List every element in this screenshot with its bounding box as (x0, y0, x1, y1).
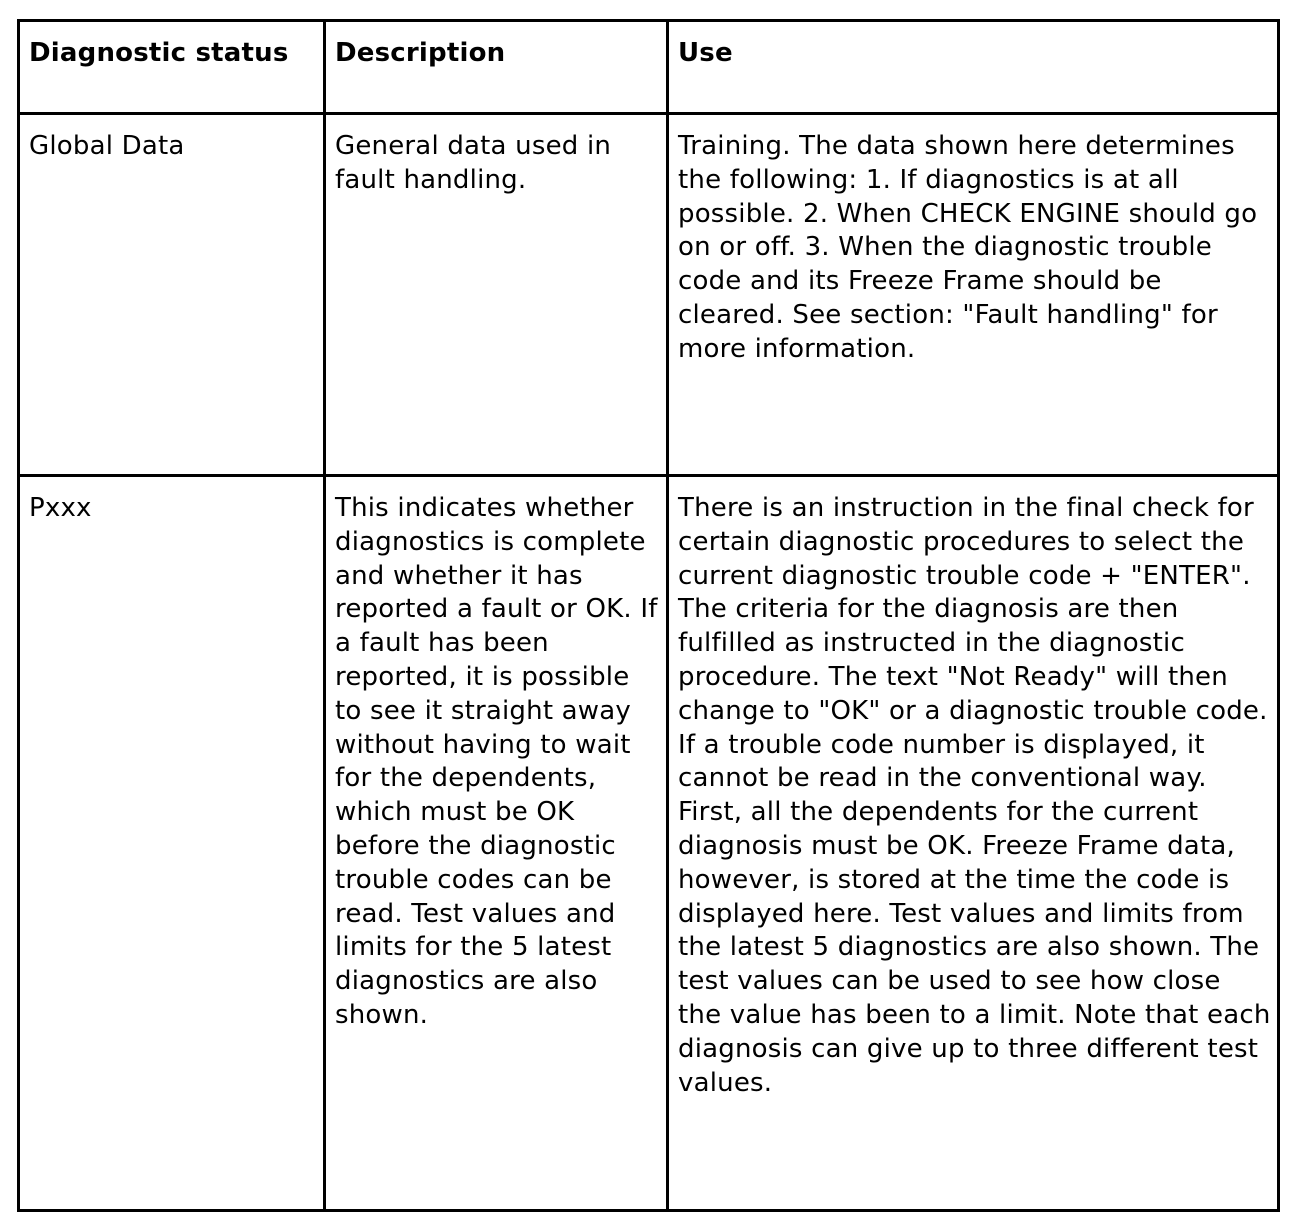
column-header-diagnostic-status: Diagnostic status (19, 21, 325, 114)
description-cell: General data used in fault handling. (325, 114, 668, 476)
table-row (19, 114, 1279, 476)
status-cell: Pxxx (19, 476, 325, 1211)
table-row (19, 476, 1279, 1211)
status-cell: Global Data (19, 114, 325, 476)
diagnostic-status-table (17, 19, 1280, 1212)
use-cell: There is an instruction in the final check for certain diagnostic procedures to select the current diagnostic trouble code + "ENTER". The criteria for the diagnosis are then fulfilled as instructed in the diagnostic procedure. The text "Not Ready" will then change to "OK" or a diagnostic trouble code. If a trouble code number is displayed, it cannot be read in the conventional way. First, all the dependents for the current diagnosis must be OK. Freeze Frame data, however, is stored at the time the code is displayed here. Test values and limits from the latest 5 diagnostics are also shown. The test values can be used to see how close the value has been to a limit. Note that each diagnosis can give up to three different test values. (668, 476, 1279, 1211)
column-header-use: Use (668, 21, 1279, 114)
column-header-description: Description (325, 21, 668, 114)
description-cell: This indicates whether diagnostics is complete and whether it has reported a fault or OK. If a fault has been reported, it is possible to see it straight away without having to wait for the dependents, which must be OK before the diagnostic trouble codes can be read. Test values and limits for the 5 latest diagnostics are also shown. (325, 476, 668, 1211)
use-cell: Training. The data shown here determines the following: 1. If diagnostics is at all possible. 2. When CHECK ENGINE should go on or off. 3. When the diagnostic trouble code and its Freeze Frame should be cleared. See section: "Fault handling" for more information. (668, 114, 1279, 476)
table-header-row (19, 21, 1279, 114)
